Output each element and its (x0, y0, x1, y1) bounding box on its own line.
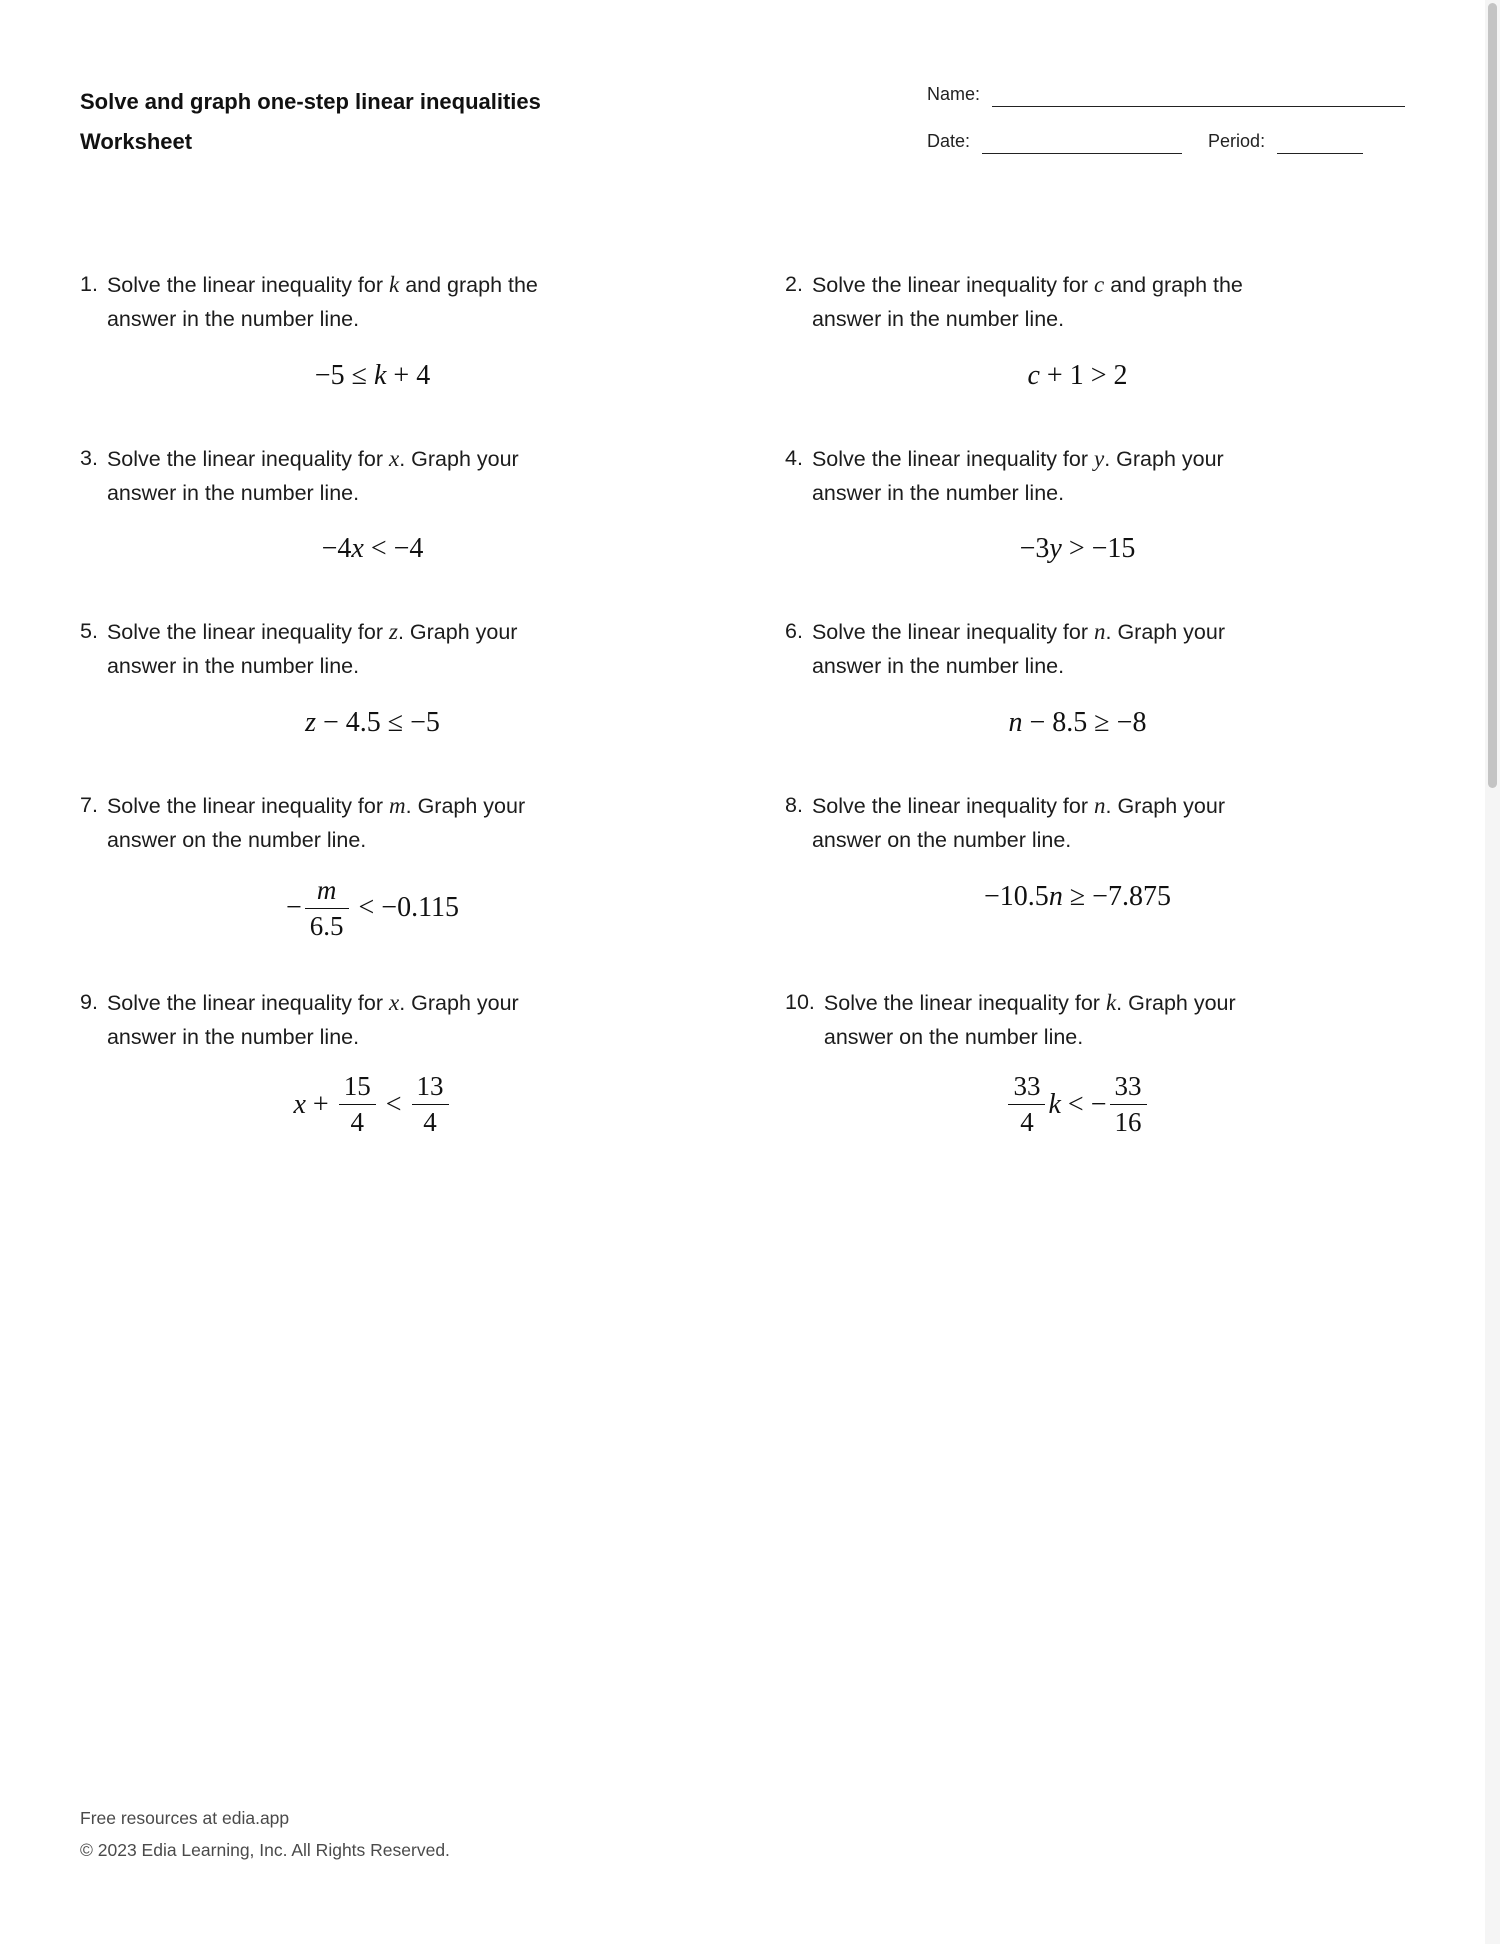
math-fraction (1008, 1071, 1045, 1138)
problem (80, 615, 665, 759)
problem-text (107, 789, 589, 857)
prompt-variable: x (389, 989, 400, 1015)
math-text: 13 (416, 1071, 444, 1102)
problem-equation (80, 1071, 665, 1138)
prompt-variable: k (1105, 989, 1117, 1015)
problem (80, 986, 665, 1153)
fraction-denominator (1008, 1104, 1045, 1138)
problem-equation (785, 527, 1370, 571)
math-text: 33 (1013, 1071, 1041, 1102)
worksheet-footer (80, 1802, 450, 1866)
math-variable: k (1048, 1088, 1061, 1120)
math-variable: x (351, 533, 364, 565)
prompt-variable: x (389, 445, 400, 471)
fraction-denominator (305, 908, 349, 942)
fraction-numerator (1110, 1071, 1147, 1104)
math-variable: n (1048, 880, 1063, 912)
prompt-before: Solve the linear inequality for (106, 446, 389, 471)
fraction-numerator (305, 875, 349, 908)
prompt-after: . Graph your answer on the number line. (823, 990, 1236, 1049)
scrollbar-track[interactable] (1485, 0, 1500, 1944)
problem-number: 1. (80, 272, 98, 296)
math-text: 4 (1020, 1107, 1034, 1138)
problem-equation (785, 701, 1370, 745)
problem-prompt (785, 268, 1370, 336)
worksheet-header (80, 82, 1405, 178)
problem (785, 442, 1370, 586)
date-input-line[interactable] (982, 137, 1182, 154)
math-text: − 4.5 ≤ −5 (315, 706, 440, 738)
name-input-line[interactable] (992, 90, 1405, 107)
prompt-after: and graph the answer in the number line. (106, 273, 538, 331)
prompt-variable: y (1094, 445, 1105, 471)
math-text: ≥ −7.875 (1062, 880, 1171, 912)
problems-grid (80, 268, 1370, 1182)
problem-prompt (785, 986, 1370, 1054)
prompt-before: Solve the linear inequality for (106, 273, 389, 297)
math-variable: c (1027, 359, 1040, 391)
problem-equation (785, 1071, 1370, 1138)
math-text: < −4 (363, 533, 424, 565)
footer-copyright-text: © 2023 Edia Learning, Inc. All Rights Reserved. (80, 1840, 450, 1860)
problem-equation (80, 527, 665, 571)
problem-prompt (80, 615, 665, 683)
math-text: 6.5 (309, 910, 344, 941)
problem-equation (80, 875, 665, 942)
scrollbar-thumb[interactable] (1488, 3, 1497, 788)
prompt-after: . Graph your answer in the number line. (106, 446, 519, 505)
math-fraction (1110, 1071, 1147, 1138)
footer-resources-text: Free resources at edia.app (80, 1808, 290, 1828)
math-text: + 1 > 2 (1039, 359, 1128, 391)
prompt-variable: c (1094, 272, 1105, 297)
prompt-before: Solve the linear inequality for (106, 620, 389, 645)
period-input-line[interactable] (1277, 137, 1363, 154)
math-text: −4 (321, 533, 352, 565)
prompt-after: . Graph your answer on the number line. (811, 793, 1225, 852)
date-period-row (927, 131, 1405, 154)
fraction-denominator (339, 1104, 376, 1138)
math-text: − (285, 892, 302, 924)
prompt-before: Solve the linear inequality for (823, 990, 1106, 1015)
fraction-numerator (339, 1071, 376, 1104)
math-text: 33 (1114, 1071, 1142, 1102)
fraction-numerator (1008, 1071, 1045, 1104)
prompt-before: Solve the linear inequality for (106, 990, 389, 1015)
prompt-before: Solve the linear inequality for (811, 793, 1094, 818)
problem-prompt (80, 268, 665, 336)
problem-text (107, 986, 589, 1054)
problem (785, 789, 1370, 933)
math-text: + (305, 1088, 336, 1120)
problem-prompt (785, 789, 1370, 857)
math-variable: y (1049, 533, 1062, 565)
problem-number: 6. (785, 619, 803, 644)
problem-text (824, 986, 1306, 1054)
math-variable: n (1008, 706, 1023, 738)
problem (80, 268, 665, 412)
problem-text (107, 442, 589, 510)
problem-equation (785, 354, 1370, 398)
problem-text (812, 789, 1294, 857)
math-text: −10.5 (984, 880, 1049, 912)
problem-number: 7. (80, 792, 98, 817)
date-label: Date: (927, 131, 971, 151)
period-label: Period: (1208, 131, 1266, 151)
problem-number: 8. (785, 792, 803, 817)
student-fields (927, 82, 1405, 178)
problem-equation (80, 354, 665, 398)
problem-number: 4. (785, 445, 803, 470)
math-text: 4 (350, 1107, 364, 1138)
prompt-before: Solve the linear inequality for (811, 273, 1094, 297)
title-block (80, 82, 541, 162)
prompt-variable: n (1094, 792, 1106, 818)
fraction-denominator (1110, 1104, 1147, 1138)
worksheet-subtitle: Worksheet (80, 129, 193, 154)
prompt-after: . Graph your answer in the number line. (811, 620, 1225, 679)
problem (785, 615, 1370, 759)
math-text: < (378, 1088, 409, 1120)
math-text: < − (1060, 1088, 1107, 1120)
math-fraction (339, 1071, 376, 1138)
problem-prompt (80, 986, 665, 1054)
prompt-after: . Graph your answer on the number line. (106, 793, 526, 852)
problem-number: 5. (80, 619, 98, 644)
math-variable: m (316, 874, 337, 905)
problem-text (107, 268, 589, 336)
math-variable: k (373, 359, 387, 391)
math-text: + 4 (386, 359, 431, 391)
problem-prompt (785, 615, 1370, 683)
prompt-before: Solve the linear inequality for (811, 620, 1094, 645)
worksheet-title: Solve and graph one-step linear inequalities (80, 89, 541, 114)
problem (80, 442, 665, 586)
fraction-numerator (412, 1071, 449, 1104)
name-label: Name: (927, 84, 981, 104)
math-text: 16 (1114, 1107, 1142, 1138)
math-text: −5 ≤ (314, 359, 374, 391)
math-variable: z (305, 706, 316, 738)
prompt-variable: n (1094, 619, 1106, 645)
prompt-variable: k (389, 272, 400, 297)
problem-text (107, 615, 589, 683)
problem-text (812, 615, 1294, 683)
problem (785, 268, 1370, 412)
problem-number: 3. (80, 445, 98, 470)
problem-text (812, 268, 1294, 336)
prompt-variable: z (389, 619, 398, 645)
math-text: < −0.115 (351, 892, 460, 924)
math-text: 4 (423, 1107, 437, 1138)
math-text: −3 (1019, 533, 1050, 565)
name-row (927, 84, 1405, 107)
prompt-before: Solve the linear inequality for (811, 446, 1094, 471)
problem-equation (785, 875, 1370, 919)
math-fraction (412, 1071, 449, 1138)
prompt-variable: m (389, 792, 406, 818)
math-fraction (305, 875, 349, 942)
problem (80, 789, 665, 956)
math-text: 15 (343, 1071, 371, 1102)
prompt-after: . Graph your answer in the number line. (811, 446, 1224, 505)
prompt-before: Solve the linear inequality for (106, 793, 389, 818)
problem-number: 10. (785, 989, 815, 1014)
problem-prompt (80, 442, 665, 510)
problem-number: 2. (785, 272, 803, 296)
fraction-denominator (412, 1104, 449, 1138)
math-text: > −15 (1061, 533, 1136, 565)
math-text: − 8.5 ≥ −8 (1022, 706, 1147, 738)
prompt-after: . Graph your answer in the number line. (106, 990, 519, 1049)
problem-prompt (80, 789, 665, 857)
problem (785, 986, 1370, 1153)
math-variable: x (293, 1088, 306, 1120)
problem-equation (80, 701, 665, 745)
problem-text (812, 442, 1294, 510)
prompt-after: and graph the answer in the number line. (811, 273, 1243, 331)
problem-number: 9. (80, 989, 98, 1014)
prompt-after: . Graph your answer in the number line. (106, 620, 518, 679)
problem-prompt (785, 442, 1370, 510)
